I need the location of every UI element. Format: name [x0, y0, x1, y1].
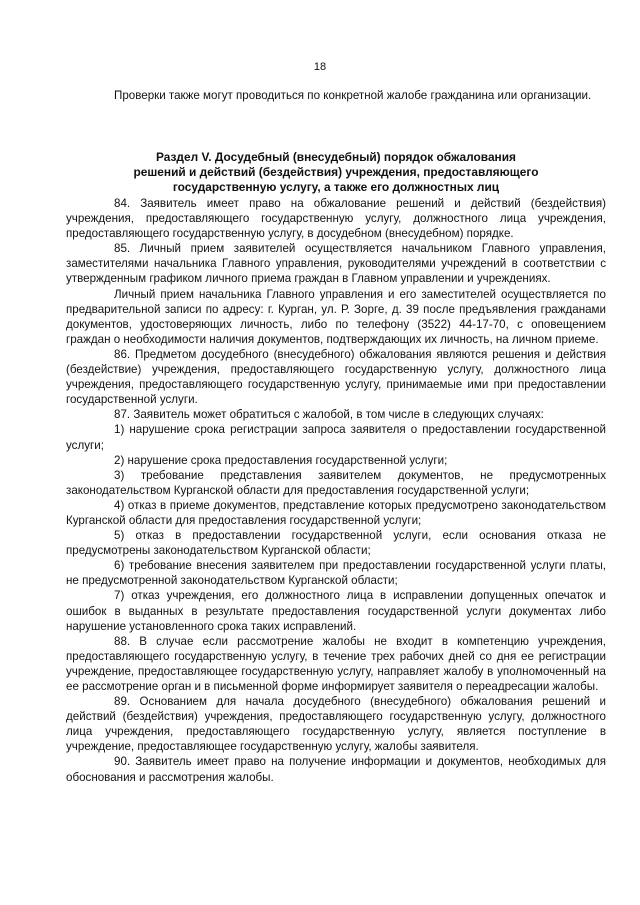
paragraph-87-item-2: 2) нарушение срока предоставления государственной услуги; [114, 453, 448, 467]
paragraph-87-item-4: 4) отказ в приеме документов, представление которых предусмотрено законодательством Курганской области для предоставления государственной услуги; [66, 498, 606, 527]
section-heading [66, 150, 606, 195]
paragraph-87-item-6: 6) требование внесения заявителем при предоставлении государственной услуги платы, не предусмотренной законодательством Курганской области; [66, 559, 606, 588]
paragraph-87-item-1: 1) нарушение срока регистрации запроса заявителя о предоставлении государственной услуги; [66, 423, 606, 452]
paragraph-86: 86. Предметом досудебного (внесудебного) обжалования являются решения и действия (бездействие) учреждения, предоставляющего государственную услугу, должностного лица учреждения, предоставляющего государственную услугу, принимаемые ими при предоставлении государственной услуги. [66, 347, 606, 407]
paragraph-88: 88. В случае если рассмотрение жалобы не входит в компетенцию учреждения, предоставляющего государственную услугу, в течение трех рабочих дней со дня ее регистрации учреждение, предоставляющее государственную услугу, направляет жалобу в уполномоченный на ее рассмотрение орган и в письменной форме информирует заявителя о переадресации жалобы. [66, 634, 606, 693]
page-number: 18 [313, 61, 327, 73]
section-heading-line-2: решений и действий (бездействия) учреждения, предоставляющего [133, 165, 539, 180]
paragraph-85: 85. Личный прием заявителей осуществляется начальником Главного управления, заместителями начальника Главного управления, руководителями учреждений в соответствии с утвержденным графиком личного приема граждан в Главном управлении и учреждениях. [66, 242, 606, 286]
intro-paragraph [66, 88, 606, 103]
paragraph-87-item-3: 3) требование представления заявителем документов, не предусмотренных законодательством Курганской области для предоставления государственной услуги; [66, 468, 606, 497]
paragraph-87: 87. Заявитель может обратиться с жалобой, в том числе в следующих случаях: [114, 408, 544, 422]
paragraph-87-item-5: 5) отказ в предоставлении государственной услуги, если основания отказа не предусмотрены законодательством Курганской области; [66, 529, 606, 558]
paragraph-90: 90. Заявитель имеет право на получение информации и документов, необходимых для обоснования и рассмотрения жалобы. [66, 755, 606, 784]
intro-text: Проверки также могут проводиться по конкретной жалобе гражданина или организации. [114, 89, 592, 102]
paragraph-84: 84. Заявитель имеет право на обжалование решений и действий (бездействия) учреждения, предоставляющего государственную услугу, должностного лица учреждения, предоставляющего государственную услугу, в досудебном (внесудебном) порядке. [66, 197, 606, 241]
paragraph-85-reception: Личный прием начальника Главного управления и его заместителей осуществляется по предварительной записи по адресу: г. Курган, ул. Р. Зорге, д. 39 после предъявления гражданами документов, удостоверяющих личность, либо по телефону (3522) 44-17-70, с оповещением граждан о необходимости наличия документов, подтверждающих их личность, на личном приеме. [66, 287, 606, 346]
section-heading-line-1: Раздел V. Досудебный (внесудебный) порядок обжалования [155, 150, 516, 164]
section-body [66, 196, 606, 785]
section-heading-line-3: государственную услугу, а также его должностных лиц [172, 180, 500, 195]
paragraph-87-item-7: 7) отказ учреждения, его должностного лица в исправлении допущенных опечаток и ошибок в выданных в результате предоставления государственной услуги документах либо нарушение установленного срока таких исправлений. [66, 589, 606, 633]
paragraph-89: 89. Основанием для начала досудебного (внесудебного) обжалования решений и действий (бездействия) учреждения, предоставляющего государственную услугу, должностного лица учреждения, предоставляющего государственную услугу, является поступление в учреждение, предоставляющее государственную услугу, жалобы заявителя. [66, 695, 606, 754]
